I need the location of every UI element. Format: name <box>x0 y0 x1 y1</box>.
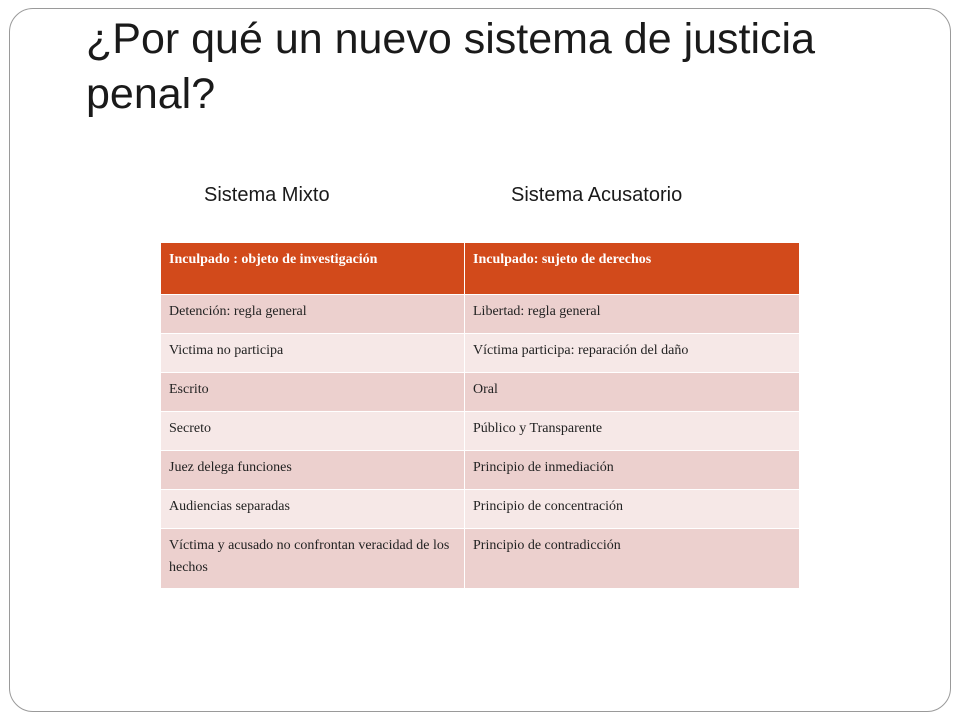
column-label-sistema-mixto: Sistema Mixto <box>204 184 330 206</box>
table-cell-right: Público y Transparente <box>465 412 800 451</box>
table-cell-left: Victima no participa <box>161 334 465 373</box>
table-cell-right: Libertad: regla general <box>465 295 800 334</box>
table-cell-left: Víctima y acusado no confrontan veracidad de los hechos <box>161 529 465 589</box>
header-cell-right: Inculpado: sujeto de derechos <box>465 243 800 295</box>
table-row <box>161 334 800 373</box>
table-cell-left: Juez delega funciones <box>161 451 465 490</box>
table-cell-right: Principio de inmediación <box>465 451 800 490</box>
table-row <box>161 451 800 490</box>
table-cell-left: Audiencias separadas <box>161 490 465 529</box>
table-cell-left: Secreto <box>161 412 465 451</box>
table-cell-right: Oral <box>465 373 800 412</box>
slide-title: ¿Por qué un nuevo sistema de justicia penal? <box>86 15 816 118</box>
comparison-table <box>160 242 800 589</box>
table-cell-left: Detención: regla general <box>161 295 465 334</box>
table-row <box>161 412 800 451</box>
table-cell-left: Escrito <box>161 373 465 412</box>
table-row <box>161 529 800 589</box>
table-row <box>161 373 800 412</box>
table-cell-right: Principio de contradicción <box>465 529 800 589</box>
column-label-sistema-acusatorio: Sistema Acusatorio <box>511 184 683 206</box>
table-row <box>161 295 800 334</box>
table-cell-right: Principio de concentración <box>465 490 800 529</box>
header-cell-left: Inculpado : objeto de investigación <box>161 243 465 295</box>
table-cell-right: Víctima participa: reparación del daño <box>465 334 800 373</box>
table-header-row <box>161 243 800 295</box>
table-row <box>161 490 800 529</box>
